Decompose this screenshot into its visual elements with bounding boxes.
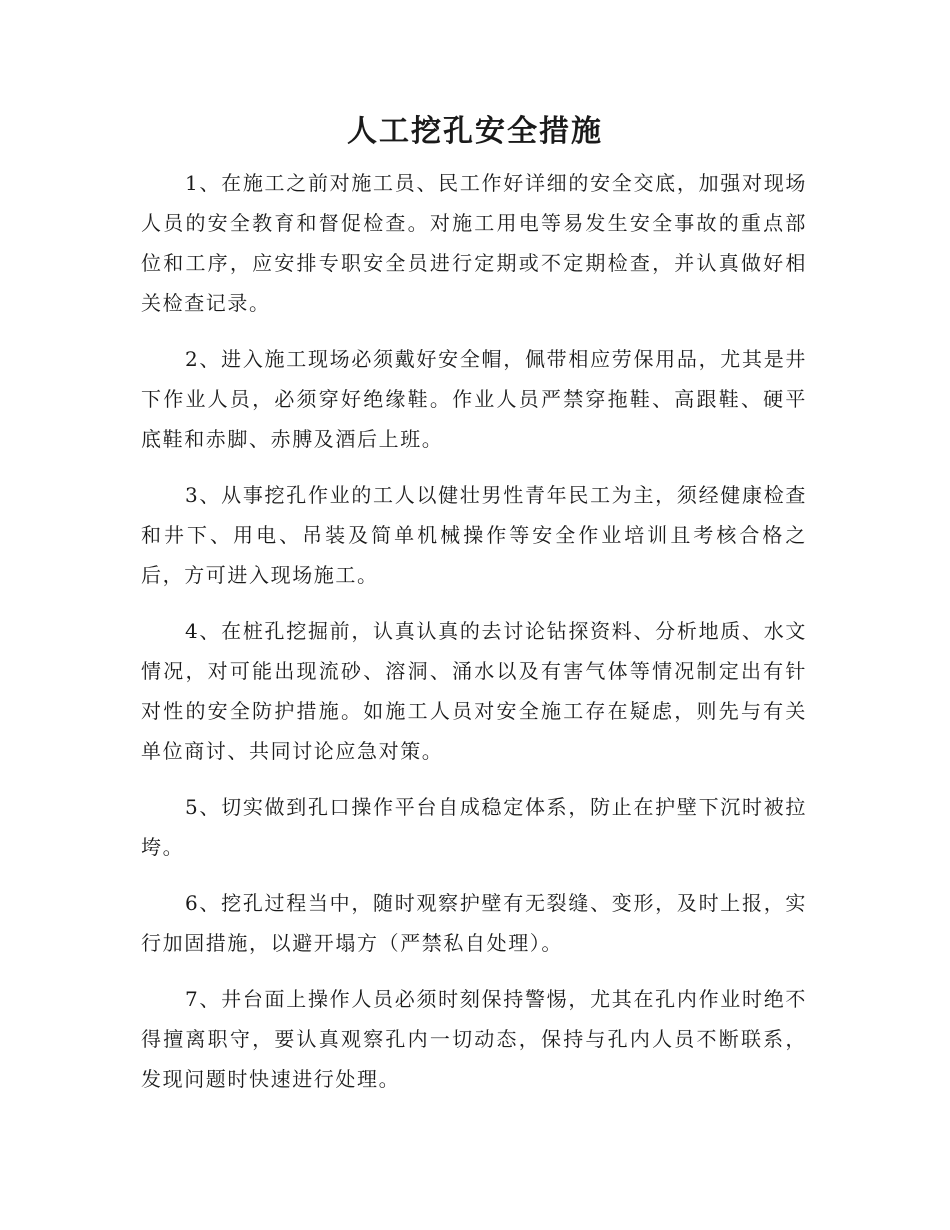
paragraph-5: 5、切实做到孔口操作平台自成稳定体系，防止在护壁下沉时被拉垮。 [141, 795, 807, 859]
document-body [141, 163, 807, 1115]
paragraph-1: 1、在施工之前对施工员、民工作好详细的安全交底，加强对现场人员的安全教育和督促检查。对施工用电等易发生安全事故的重点部位和工序，应安排专职安全员进行定期或不定期检查，并认真做好相关检查记录。 [141, 171, 807, 315]
paragraph-3: 3、从事挖孔作业的工人以健壮男性青年民工为主，须经健康检查和井下、用电、吊装及简单机械操作等安全作业培训且考核合格之后，方可进入现场施工。 [141, 483, 807, 587]
paragraph-4: 4、在桩孔挖掘前，认真认真的去讨论钻探资料、分析地质、水文情况，对可能出现流砂、溶洞、涌水以及有害气体等情况制定出有针对性的安全防护措施。如施工人员对安全施工存在疑虑，则先与有关单位商讨、共同讨论应急对策。 [141, 619, 807, 763]
paragraph-7: 7、井台面上操作人员必须时刻保持警惕，尤其在孔内作业时绝不得擅离职守，要认真观察孔内一切动态，保持与孔内人员不断联系，发现问题时快速进行处理。 [141, 987, 807, 1091]
document-title: 人工挖孔安全措施 [347, 114, 603, 149]
paragraph-2: 2、进入施工现场必须戴好安全帽，佩带相应劳保用品，尤其是井下作业人员，必须穿好绝缘鞋。作业人员严禁穿拖鞋、高跟鞋、硬平底鞋和赤脚、赤膊及酒后上班。 [141, 347, 807, 451]
paragraph-6: 6、挖孔过程当中，随时观察护壁有无裂缝、变形，及时上报，实行加固措施，以避开塌方（严禁私自处理）。 [141, 891, 807, 955]
